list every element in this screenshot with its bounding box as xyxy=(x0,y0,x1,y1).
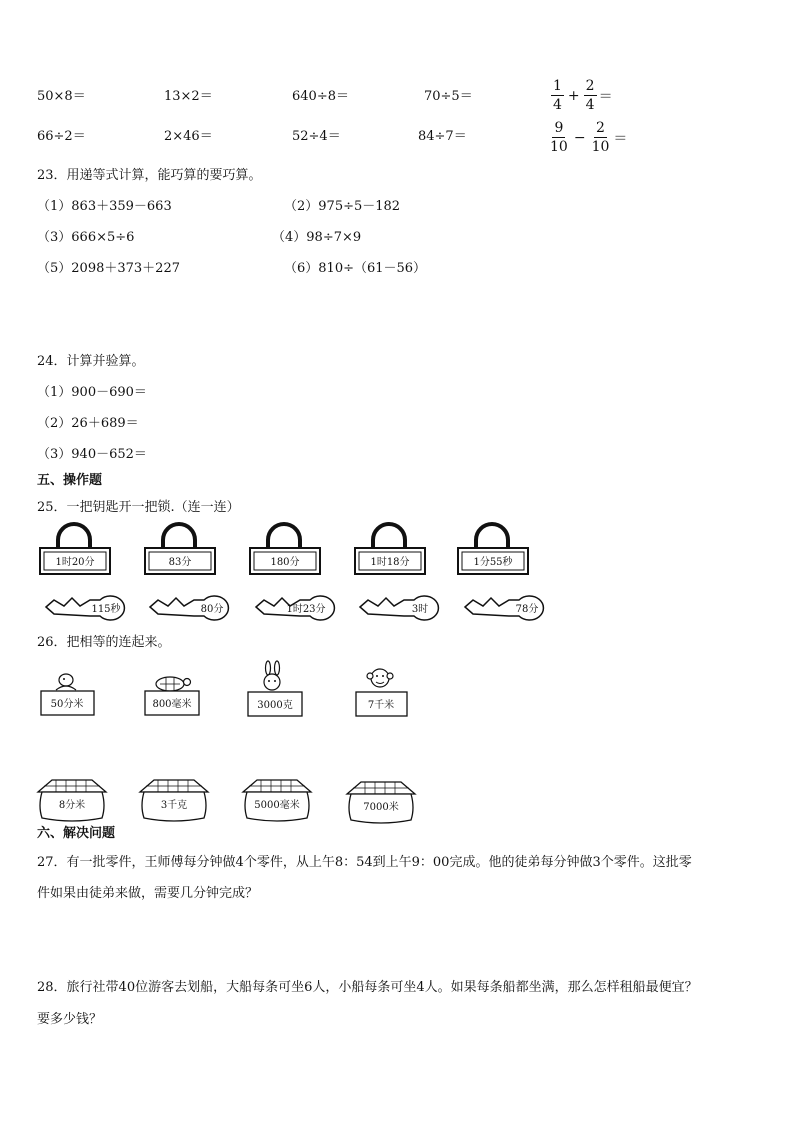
oral-problem: 13×2＝ xyxy=(164,89,213,104)
monkey-icon xyxy=(367,669,393,687)
lock-icon[interactable] xyxy=(458,524,528,574)
question-26-title: 26．把相等的连起来。 xyxy=(37,635,171,650)
lock-label: 83分 xyxy=(168,557,192,568)
key-label: 78分 xyxy=(515,604,539,615)
fraction-denominator: 10 xyxy=(550,139,568,155)
key-icon[interactable] xyxy=(465,596,543,620)
oral-problem: 50×8＝ xyxy=(37,89,86,104)
oral-problem: 2×46＝ xyxy=(164,129,213,144)
turtle-icon xyxy=(156,677,191,691)
oral-problem: 70÷5＝ xyxy=(424,89,473,104)
oral-problem: 84÷7＝ xyxy=(418,129,467,144)
section-5-heading: 五、操作题 xyxy=(37,473,103,488)
sign-label: 3000克 xyxy=(257,700,293,711)
question-27-line: 27．有一批零件，王师傅每分钟做4个零件，从上午8：54到上午9：00完成。他的徒弟每分钟做3个零件。这批零 xyxy=(37,855,692,870)
question-28-line: 要多少钱？ xyxy=(37,1012,103,1027)
sign-label: 800毫米 xyxy=(152,699,192,710)
oral-problem: 66÷2＝ xyxy=(37,129,86,144)
sign-board[interactable] xyxy=(248,692,302,716)
q23-item: （1）863＋359－663 xyxy=(37,199,172,214)
lock-icon[interactable] xyxy=(250,524,320,574)
oral-problem: 640÷8＝ xyxy=(292,89,349,104)
lock-icon[interactable] xyxy=(40,524,110,574)
dog-icon xyxy=(56,674,76,690)
house-icon[interactable] xyxy=(243,780,311,821)
fraction-operator: − xyxy=(573,129,586,146)
fraction-denominator: 4 xyxy=(585,97,595,113)
lock-label: 1时20分 xyxy=(55,557,95,568)
fraction-denominator: 4 xyxy=(553,97,562,113)
sign-label: 7千米 xyxy=(367,700,395,711)
house-label: 5000毫米 xyxy=(254,800,300,811)
section-6-heading: 六、解决问题 xyxy=(37,826,116,841)
question-25-title: 25．一把钥匙开一把锁.（连一连） xyxy=(37,500,240,515)
sign-board[interactable] xyxy=(356,692,407,716)
question-27-line: 件如果由徒弟来做，需要几分钟完成？ xyxy=(37,886,259,901)
key-icon[interactable] xyxy=(360,596,438,620)
key-label: 3时 xyxy=(411,604,429,615)
lock-label: 180分 xyxy=(270,557,300,568)
house-icon[interactable] xyxy=(38,780,106,821)
question-24-title: 24．计算并验算。 xyxy=(37,354,145,369)
q24-item: （3）940－652＝ xyxy=(37,447,147,462)
lock-icon[interactable] xyxy=(145,524,215,574)
fraction-denominator: 10 xyxy=(591,139,610,155)
question-28-line: 28．旅行社带40位游客去划船，大船每条可坐6人，小船每条可坐4人。如果每条船都坐满，那么怎样租船最便宜？ xyxy=(37,980,698,995)
lock-label: 1时18分 xyxy=(370,557,410,568)
lock-label: 1分55秒 xyxy=(473,557,513,568)
key-label: 115秒 xyxy=(91,604,121,615)
oral-problem: 52÷4＝ xyxy=(292,129,341,144)
house-label: 7000米 xyxy=(363,802,399,813)
fraction-operator: + xyxy=(567,87,580,104)
q23-item: （6）810÷（61－56） xyxy=(284,261,427,276)
q23-item: （2）975÷5－182 xyxy=(284,199,401,214)
rabbit-icon xyxy=(264,661,280,690)
house-label: 3千克 xyxy=(160,800,188,811)
fraction-numerator: 1 xyxy=(553,78,562,94)
q23-item: （4）98÷7×9 xyxy=(272,230,362,245)
key-icon[interactable] xyxy=(150,596,228,620)
house-icon[interactable] xyxy=(347,782,415,823)
sign-label: 50分米 xyxy=(50,699,84,710)
sign-board[interactable] xyxy=(41,691,94,715)
house-label: 8分米 xyxy=(58,800,86,811)
house-icon[interactable] xyxy=(140,780,208,821)
key-label: 80分 xyxy=(200,604,224,615)
fraction-numerator: 2 xyxy=(585,78,595,94)
q23-item: （3）666×5÷6 xyxy=(37,230,135,245)
q24-item: （1）900－690＝ xyxy=(37,385,147,400)
lock-icon[interactable] xyxy=(355,524,425,574)
q23-item: （5）2098＋373＋227 xyxy=(37,261,180,276)
fraction-equals: ＝ xyxy=(598,88,613,105)
question-23-title: 23．用递等式计算，能巧算的要巧算。 xyxy=(37,168,262,183)
sign-board[interactable] xyxy=(145,691,199,715)
key-label: 1时23分 xyxy=(286,604,326,615)
q24-item: （2）26＋689＝ xyxy=(37,416,139,431)
fraction-equals: ＝ xyxy=(613,130,628,147)
fraction-numerator: 9 xyxy=(554,120,564,136)
key-icon[interactable] xyxy=(46,596,124,620)
fraction-numerator: 2 xyxy=(596,120,605,136)
key-icon[interactable] xyxy=(256,596,334,620)
